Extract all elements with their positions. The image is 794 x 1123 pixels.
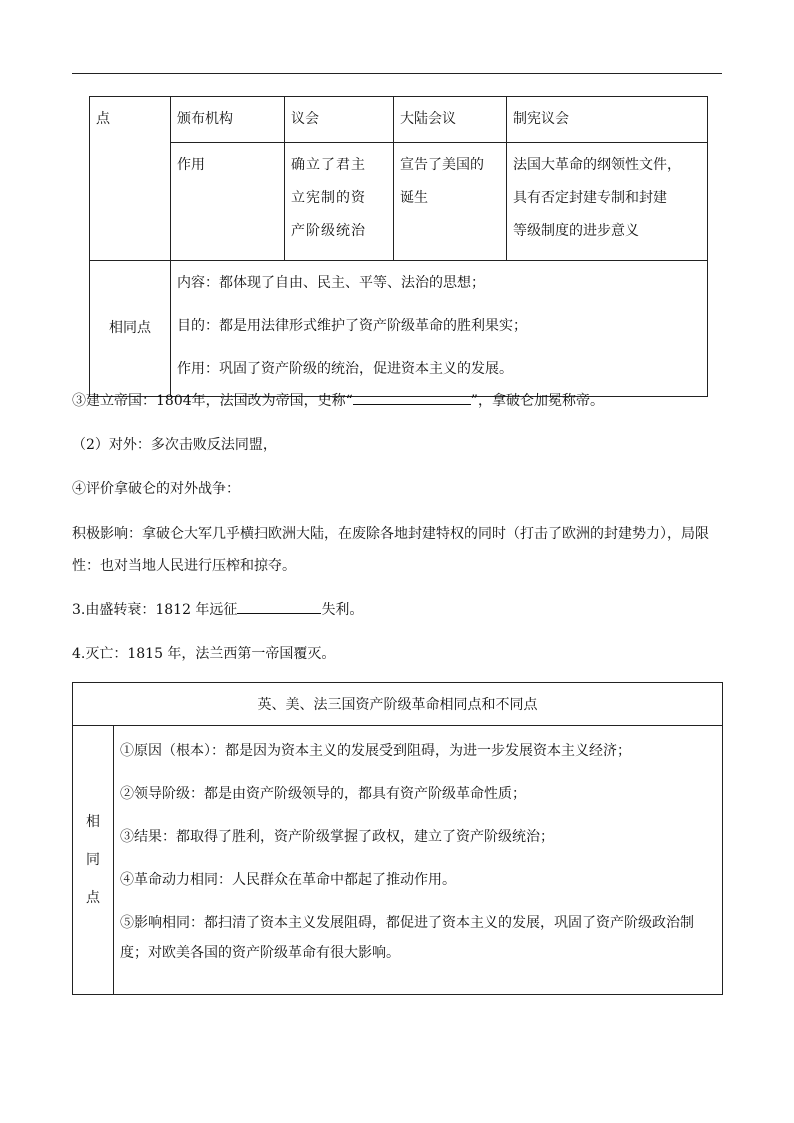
england-effect-line: 立宪制的资 xyxy=(291,190,366,206)
side-char: 同 xyxy=(86,852,100,868)
point-cell xyxy=(90,97,171,261)
fill-blank[interactable] xyxy=(237,599,321,614)
effect-label: 作用 xyxy=(177,157,205,173)
france-issuer: 制宪议会 xyxy=(513,111,569,127)
fall-text: 4.灭亡：1815 年，法兰西第一帝国覆灭。 xyxy=(72,646,336,662)
issuer-label: 颁布机构 xyxy=(177,111,233,127)
common-content-cell xyxy=(171,261,708,397)
france-effect-line: 等级制度的进步意义 xyxy=(513,223,639,239)
list-item: ①原因（根本）：都是因为资本主义的发展受到阻碍，为进一步发展资本主义经济； xyxy=(120,743,631,759)
list-item: ④革命动力相同：人民群众在革命中都起了推动作用。 xyxy=(120,872,456,888)
point-label: 点 xyxy=(96,111,110,127)
common-label: 相同点 xyxy=(109,320,151,336)
decline-suffix: 失利。 xyxy=(321,602,364,618)
list-item: ⑤影响相同：都扫清了资本主义发展阻碍，都促进了资本主义的发展，巩固了资产阶级政治制度；对欧美各国的资产阶级革命有很大影响。 xyxy=(120,915,694,961)
france-effect-line: 具有否定封建专制和封建 xyxy=(513,190,667,206)
england-effect-cell xyxy=(285,143,394,261)
effect-label-cell xyxy=(171,143,285,261)
common-item: 目的：都是用法律形式维护了资产阶级革命的胜利果实； xyxy=(177,318,527,334)
common-label-cell xyxy=(90,261,171,397)
foreign-text: （2）对外：多次击败反法同盟， xyxy=(72,437,277,453)
evaluate-text: ④评价拿破仑的对外战争： xyxy=(72,481,240,497)
common-item: 作用：巩固了资产阶级的统治，促进资本主义的发展。 xyxy=(177,361,513,377)
influence-text: 积极影响：拿破仑大军几乎横扫欧洲大陆，在废除各地封建特权的同时（打击了欧洲的封建势力），局限性：也对当地人民进行压榨和掠夺。 xyxy=(72,526,709,574)
england-effect-line: 产阶级统治 xyxy=(291,223,366,239)
revolutions-comparison-table xyxy=(72,682,723,995)
table-row xyxy=(73,683,723,726)
decline-prefix: 3.由盛转衰：1812 年远征 xyxy=(72,602,238,618)
england-issuer-cell xyxy=(285,97,394,143)
side-char: 点 xyxy=(86,890,100,906)
usa-effect-cell xyxy=(394,143,507,261)
usa-effect-line: 宣告了美国的 xyxy=(400,157,484,173)
side-char: 相 xyxy=(86,814,100,830)
empire-suffix: ”，拿破仑加冕称帝。 xyxy=(470,393,604,409)
empire-paragraph xyxy=(72,386,722,416)
table-row xyxy=(90,97,708,143)
usa-issuer: 大陆会议 xyxy=(400,111,456,127)
common-points-cell xyxy=(114,726,723,995)
table-row xyxy=(73,726,723,995)
header-rule xyxy=(72,73,722,74)
fill-blank[interactable] xyxy=(353,390,471,405)
influence-paragraph xyxy=(72,518,722,582)
table-title-cell xyxy=(73,683,723,726)
france-effect-cell xyxy=(507,143,708,261)
evaluate-paragraph xyxy=(72,474,722,504)
documents-comparison-table xyxy=(89,96,708,397)
table-title: 英、美、法三国资产阶级革命相同点和不同点 xyxy=(257,697,538,713)
england-issuer: 议会 xyxy=(291,111,319,127)
table-row xyxy=(90,143,708,261)
decline-paragraph xyxy=(72,595,722,625)
list-item: ②领导阶级：都是由资产阶级领导的，都具有资产阶级革命性质； xyxy=(120,786,526,802)
common-side-label xyxy=(73,726,114,995)
england-effect-line: 确立了君主 xyxy=(291,157,366,173)
empire-prefix: ③建立帝国：1804年，法国改为帝国，史称“ xyxy=(72,393,353,409)
usa-issuer-cell xyxy=(394,97,507,143)
table-row xyxy=(90,261,708,397)
usa-effect-line: 诞生 xyxy=(400,190,428,206)
fall-paragraph xyxy=(72,639,722,669)
france-effect-line: 法国大革命的纲领性文件， xyxy=(513,157,681,173)
issuer-label-cell xyxy=(171,97,285,143)
france-issuer-cell xyxy=(507,97,708,143)
common-item: 内容：都体现了自由、民主、平等、法治的思想； xyxy=(177,275,485,291)
list-item: ③结果：都取得了胜利，资产阶级掌握了政权，建立了资产阶级统治； xyxy=(120,829,554,845)
foreign-paragraph xyxy=(72,430,722,460)
